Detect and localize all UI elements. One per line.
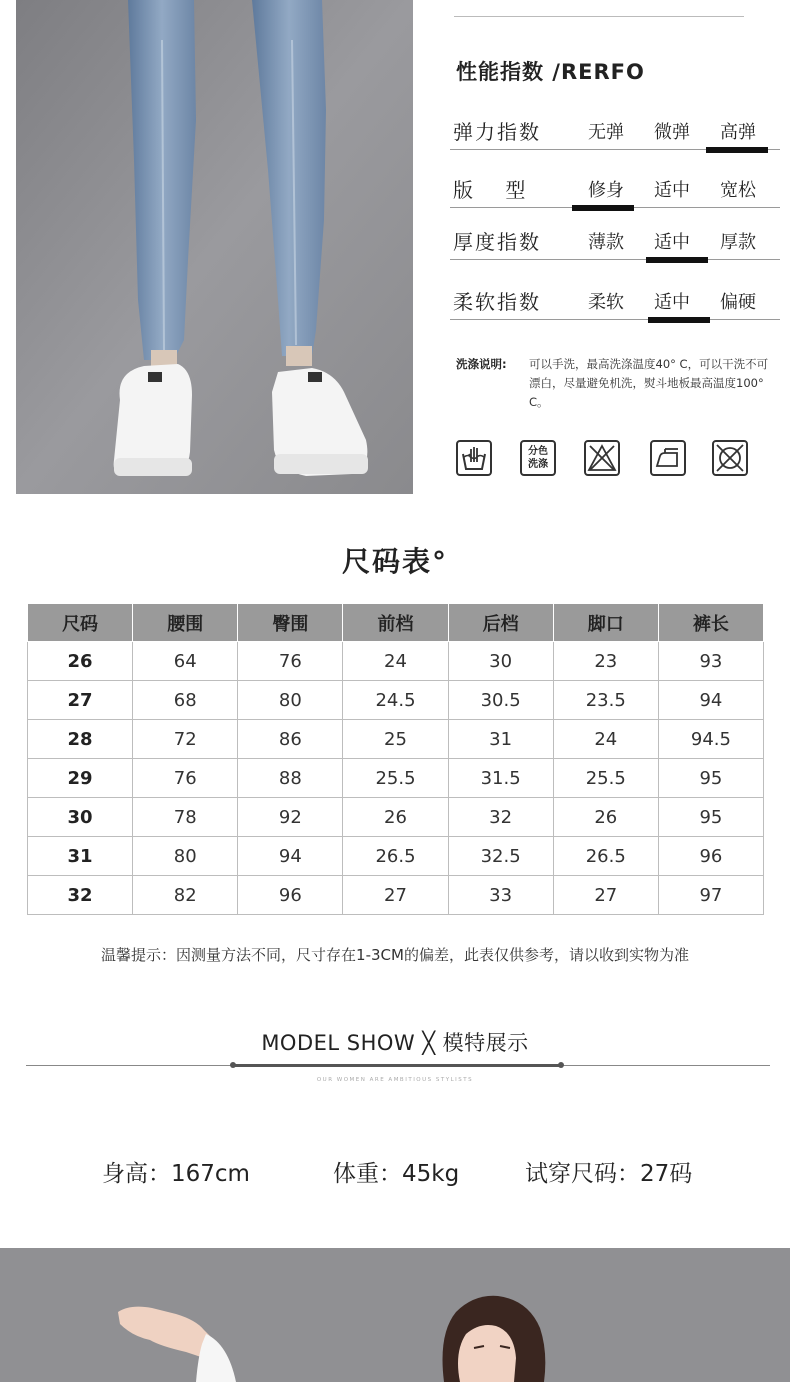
wash-label: 洗涤说明: (456, 357, 507, 371)
measure-cell: 24 (553, 720, 658, 759)
measure-cell: 24.5 (343, 681, 448, 720)
size-cell: 27 (28, 681, 133, 720)
divider-accent (232, 1064, 562, 1067)
measure-cell: 80 (133, 837, 238, 876)
model-photo (0, 1248, 790, 1382)
divider-dot (230, 1062, 236, 1068)
measure-cell: 94 (238, 837, 343, 876)
table-row (28, 681, 764, 720)
table-row (28, 642, 764, 681)
measure-cell: 82 (133, 876, 238, 915)
measure-cell: 76 (238, 642, 343, 681)
jeans-product-photo (16, 0, 413, 494)
measure-cell: 26 (343, 798, 448, 837)
measure-cell: 25.5 (343, 759, 448, 798)
size-cell: 29 (28, 759, 133, 798)
size-chart-title: 尺码表° (341, 545, 448, 578)
measure-cell: 68 (133, 681, 238, 720)
spec-label: 厚度指数 (453, 230, 541, 254)
header-cell: 前档 (343, 604, 448, 642)
model-weight: 体重：45kg (333, 1161, 460, 1187)
measure-cell: 26.5 (553, 837, 658, 876)
spec-row-elasticity (450, 110, 780, 150)
size-cell: 30 (28, 798, 133, 837)
selected-marker (572, 205, 634, 211)
separate-wash-icon (520, 440, 556, 476)
wash-text: 可以手洗，最高洗涤温度40° C，可以干洗不可漂白，尽量避免机洗，熨斗地板最高温度100° C。 (529, 357, 769, 409)
table-row (28, 798, 764, 837)
table-row (28, 720, 764, 759)
table-row (28, 759, 764, 798)
measure-cell: 86 (238, 720, 343, 759)
measure-cell: 93 (658, 642, 763, 681)
hand-wash-icon (456, 440, 492, 476)
measure-cell: 27 (343, 876, 448, 915)
no-tumble-dry-icon (712, 440, 748, 476)
measure-cell: 30.5 (448, 681, 553, 720)
measure-cell: 72 (133, 720, 238, 759)
measure-cell: 27 (553, 876, 658, 915)
measure-cell: 31.5 (448, 759, 553, 798)
size-chart-table (27, 603, 764, 915)
measure-cell: 80 (238, 681, 343, 720)
size-cell: 28 (28, 720, 133, 759)
size-cell: 32 (28, 876, 133, 915)
selected-marker (648, 317, 710, 323)
header-cell: 尺码 (28, 604, 133, 642)
size-disclaimer: 温馨提示：因测量方法不同，尺寸存在1-3CM的偏差，此表仅供参考，请以收到实物为准 (101, 946, 689, 964)
performance-index-title: 性能指数 /RERFO (456, 60, 645, 84)
header-cell: 腰围 (133, 604, 238, 642)
spec-option: 柔软 (588, 292, 624, 313)
header-cell: 裤长 (658, 604, 763, 642)
spec-option: 修身 (588, 180, 624, 201)
spec-row-fit (450, 168, 780, 208)
model-height: 身高：167cm (102, 1161, 250, 1187)
header-cell: 后档 (448, 604, 553, 642)
care-text: 分色 洗涤 (528, 446, 548, 470)
spec-option: 高弹 (720, 122, 756, 143)
measure-cell: 92 (238, 798, 343, 837)
measure-cell: 31 (448, 720, 553, 759)
table-row (28, 837, 764, 876)
model-stats (0, 1155, 790, 1195)
measure-cell: 96 (658, 837, 763, 876)
product-spec-section (0, 0, 790, 500)
measure-cell: 23.5 (553, 681, 658, 720)
measure-cell: 26 (553, 798, 658, 837)
model-show-title: MODEL SHOW ╳ 模特展示 (261, 1031, 529, 1055)
spec-label: 版 型 (453, 178, 528, 202)
measure-cell: 96 (238, 876, 343, 915)
measure-cell: 64 (133, 642, 238, 681)
measure-cell: 26.5 (343, 837, 448, 876)
measure-cell: 23 (553, 642, 658, 681)
divider (454, 16, 744, 17)
measure-cell: 25 (343, 720, 448, 759)
measure-cell: 25.5 (553, 759, 658, 798)
table-header-row (28, 604, 764, 642)
size-cell: 31 (28, 837, 133, 876)
measure-cell: 95 (658, 798, 763, 837)
measure-cell: 33 (448, 876, 553, 915)
spec-option: 微弹 (654, 122, 690, 143)
header-cell: 脚口 (553, 604, 658, 642)
header-cell: 臀围 (238, 604, 343, 642)
spec-row-softness (450, 280, 780, 320)
spec-option: 宽松 (720, 180, 756, 201)
no-bleach-icon (584, 440, 620, 476)
divider-dot (558, 1062, 564, 1068)
spec-option: 无弹 (588, 122, 624, 143)
measure-cell: 32 (448, 798, 553, 837)
iron-icon (650, 440, 686, 476)
spec-row-thickness (450, 220, 780, 260)
selected-marker (646, 257, 708, 263)
spec-option: 适中 (654, 180, 690, 201)
size-cell: 26 (28, 642, 133, 681)
spec-label: 柔软指数 (453, 290, 541, 314)
measure-cell: 94.5 (658, 720, 763, 759)
measure-cell: 88 (238, 759, 343, 798)
spec-label: 弹力指数 (453, 120, 541, 144)
spec-option: 薄款 (588, 232, 624, 253)
measure-cell: 24 (343, 642, 448, 681)
measure-cell: 95 (658, 759, 763, 798)
spec-option: 适中 (654, 232, 690, 253)
model-size: 试穿尺码：27码 (525, 1161, 693, 1187)
table-row (28, 876, 764, 915)
spec-option: 偏硬 (720, 292, 756, 313)
measure-cell: 94 (658, 681, 763, 720)
table-body (28, 642, 764, 915)
spec-option: 适中 (654, 292, 690, 313)
spec-option: 厚款 (720, 232, 756, 253)
measure-cell: 97 (658, 876, 763, 915)
measure-cell: 30 (448, 642, 553, 681)
selected-marker (706, 147, 768, 153)
model-show-tagline: OUR WOMEN ARE AMBITIOUS STYLISTS (316, 1077, 474, 1083)
measure-cell: 32.5 (448, 837, 553, 876)
care-icons-row (456, 440, 756, 480)
measure-cell: 78 (133, 798, 238, 837)
measure-cell: 76 (133, 759, 238, 798)
